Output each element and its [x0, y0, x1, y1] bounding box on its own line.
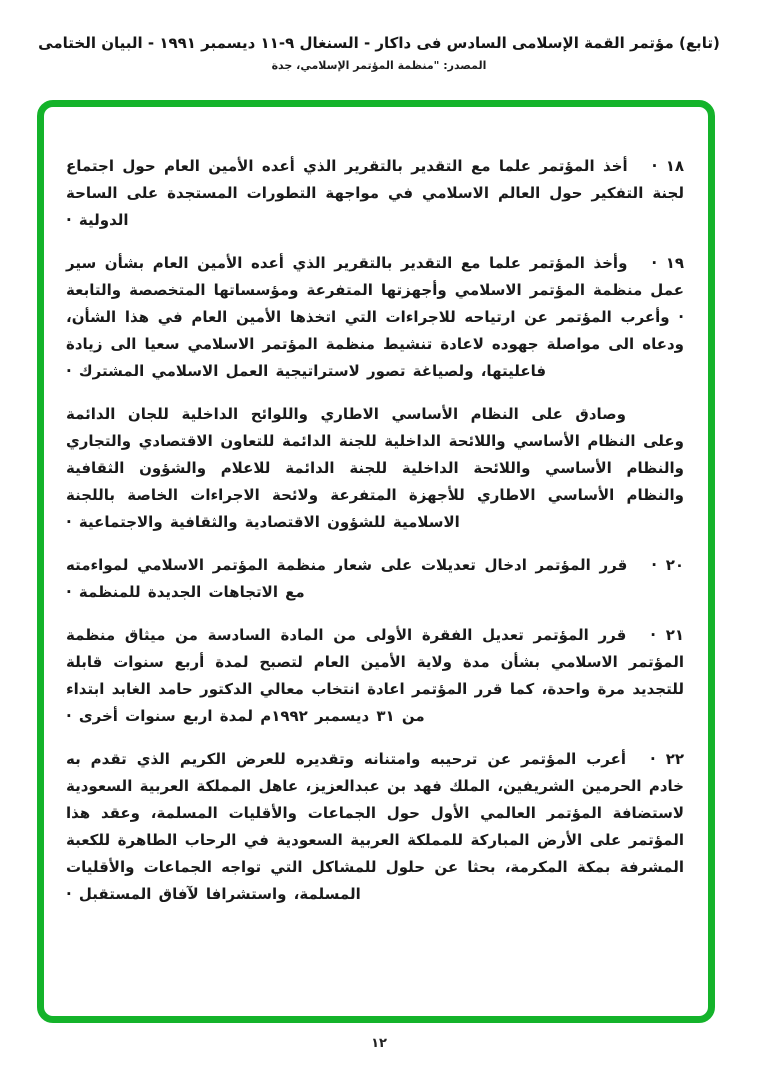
paragraph-number: ١٨ · [651, 157, 684, 175]
paragraph-text: قرر المؤتمر ادخال تعديلات على شعار منظمة المؤتمر الاسلامي لمواءمته مع الاتجاهات الجديدة للمنظمة · [66, 556, 628, 601]
content-border-frame [37, 100, 715, 1023]
document-source: المصدر: "منظمة المؤتمر الإسلامي، جدة [271, 59, 487, 72]
paragraphs-container [66, 153, 684, 908]
page-number: ١٢ [371, 1036, 387, 1051]
paragraph-6 [66, 746, 684, 908]
paragraph-number: ١٩ · [651, 254, 684, 272]
paragraph-text: أخذ المؤتمر علما مع التقدير بالتقرير الذي أعده الأمين العام حول اجتماع لجنة التفكير حول العالم الاسلامي في مواجهة التطورات المستجدة على الساحة الدولية · [66, 157, 684, 229]
paragraph-unnumbered [66, 401, 684, 536]
paragraph-5 [66, 622, 684, 730]
paragraph-number: ٢٠ · [651, 556, 685, 574]
paragraph-1 [66, 153, 684, 234]
document-header [0, 0, 758, 72]
paragraph-text: أعرب المؤتمر عن ترحيبه وامتنانه وتقديره للعرض الكريم الذي تقدم به خادم الحرمين الشريفين، الملك فهد بن عبدالعزيز، عاهل المملكة العربية السعودية لاستضافة المؤتمر العالمي الأول حول الجماعات والأقليات المسلمة، وعقد هذا المؤتمر على الأرض المباركة للمملكة العربية السعودية في الرحاب الطاهرة للكعبة المشرفة بمكة المكرمة، بحثا عن حلول للمشاكل التي تواجه الجماعات والأقليات المسلمة، واستشرافا لآفاق المستقبل · [66, 750, 684, 903]
paragraph-number: ٢٢ · [650, 750, 684, 768]
paragraph-text: وأخذ المؤتمر علما مع التقدير بالتقرير الذي أعده الأمين العام بشأن سير عمل منظمة المؤتمر الاسلامي وأجهزتها المتفرعة ومؤسساتها المتخصصة والتابعة · وأعرب المؤتمر عن ارتياحه للاجراءات التي اتخذها الأمين العام في هذا الشأن، ودعاه الى مواصلة جهوده لاعادة تنشيط منظمة المؤتمر الاسلامي سعيا الى زيادة فاعليتها، ولصياغة تصور لاستراتيجية العمل الاسلامي المشترك · [66, 254, 684, 380]
paragraph-number: ٢١ · [650, 626, 684, 644]
paragraph-4 [66, 552, 684, 606]
paragraph-2 [66, 250, 684, 385]
document-title: (تابع) مؤتمر القمة الإسلامى السادس فى داكار - السنغال ٩-١١ ديسمبر ١٩٩١ - البيان الختامى [38, 34, 720, 52]
paragraph-text: وصادق على النظام الأساسي الاطاري واللوائح الداخلية للجان الدائمة وعلى النظام الأساسي واللائحة الداخلية للجنة الدائمة للتعاون الاقتصادي والتجاري والنظام الأساسي واللائحة الداخلية للجنة الدائمة للاعلام والشؤون الثقافية والنظام الأساسي الاطاري للأجهزة المتفرعة ولائحة الاجراءات الخاصة باللجنة الاسلامية للشؤون الاقتصادية والثقافية والاجتماعية · [66, 405, 684, 531]
paragraph-text: قرر المؤتمر تعديل الفقرة الأولى من المادة السادسة من ميثاق منظمة المؤتمر الاسلامي بشأن مدة ولاية الأمين العام لتصبح لمدة أربع سنوات قابلة للتجديد مرة واحدة، كما قرر المؤتمر اعادة انتخاب معالي الدكتور حامد الغابد ابتداء من ٣١ ديسمبر ١٩٩٢م لمدة اربع سنوات أخرى · [66, 626, 684, 725]
